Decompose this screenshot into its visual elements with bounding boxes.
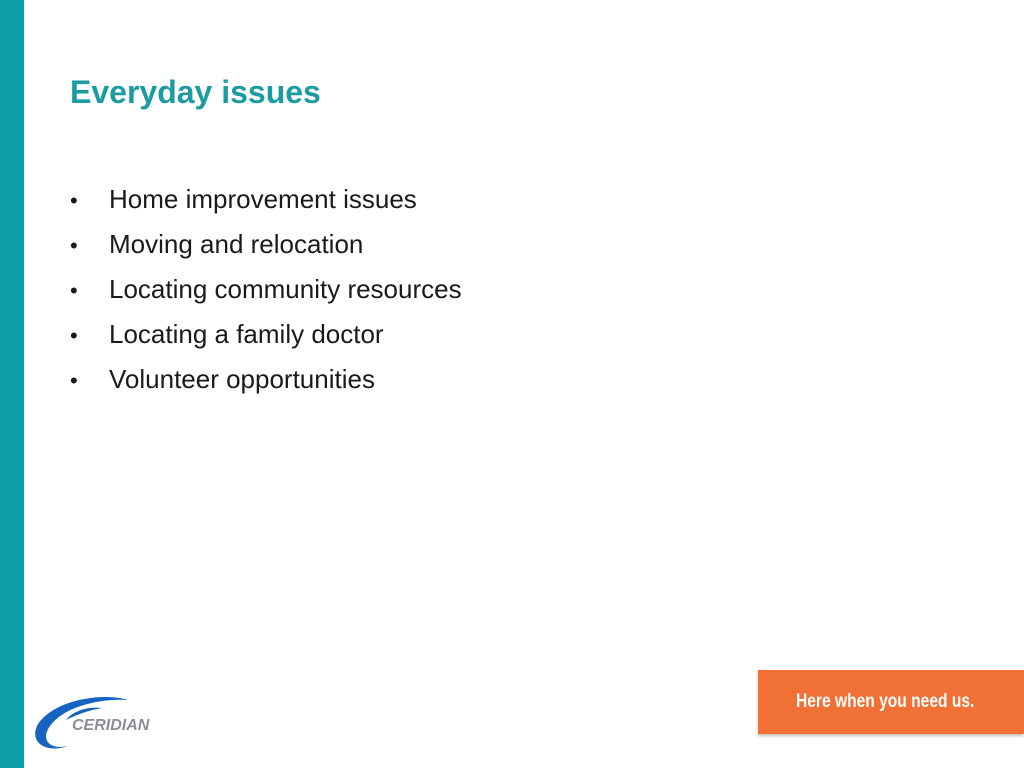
bullet-text: Moving and relocation <box>109 229 364 259</box>
bullet-text: Locating a family doctor <box>109 319 384 349</box>
bullet-icon: • <box>70 368 78 393</box>
bullet-item <box>70 229 462 274</box>
bullet-item <box>70 184 462 229</box>
tagline-text: Here when you need us. <box>796 691 975 712</box>
ceridian-logo <box>32 694 184 754</box>
logo-swoosh-icon <box>32 694 184 754</box>
bullet-item <box>70 274 462 319</box>
slide-title: Everyday issues <box>70 74 321 110</box>
bullet-icon: • <box>70 278 78 303</box>
bullet-text: Home improvement issues <box>109 184 417 214</box>
bullet-icon: • <box>70 233 78 258</box>
bullet-text: Volunteer opportunities <box>109 364 375 394</box>
accent-bar <box>0 0 24 768</box>
bullet-icon: • <box>70 188 78 213</box>
tagline-banner <box>758 670 1024 734</box>
bullet-item <box>70 319 462 364</box>
logo-text: CERIDIAN <box>72 717 150 734</box>
bullet-item <box>70 364 462 409</box>
bullet-text: Locating community resources <box>109 274 462 304</box>
bullet-icon: • <box>70 323 78 348</box>
bullet-list <box>70 184 462 409</box>
